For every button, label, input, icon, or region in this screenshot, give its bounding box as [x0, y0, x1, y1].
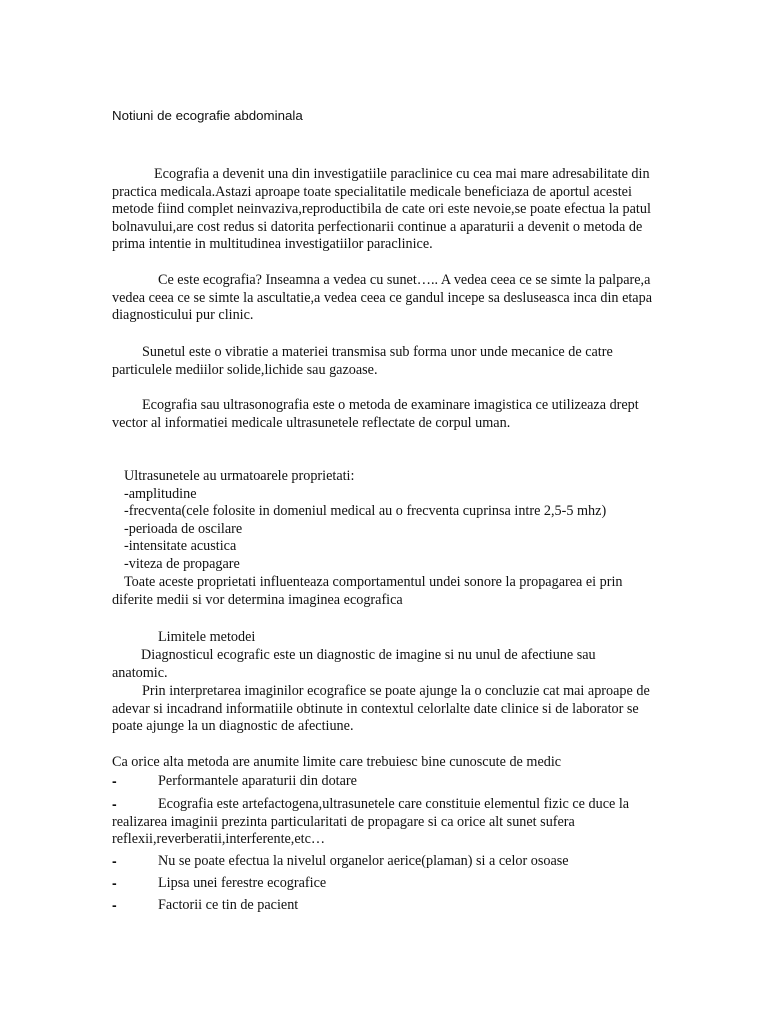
property-item: -intensitate acustica: [124, 538, 237, 555]
properties-list: [124, 468, 654, 574]
ultrasono-paragraph: Ecografia sau ultrasonografia este o metoda de examinare imagistica ce utilizeaza drept vector al informatiei medicale ultrasunetele reflectate de corpul uman.: [112, 397, 639, 431]
limit-item-text: Factorii ce tin de pacient: [158, 897, 299, 913]
limit-list-item: [112, 897, 654, 915]
property-item: -frecventa(cele folosite in domeniul medical au o frecventa cuprinsa intre 2,5-5 mhz): [124, 503, 607, 520]
dash-bullet: -: [112, 773, 117, 789]
limit-item-text: Nu se poate efectua la nivelul organelor aerice(plaman) si a celor osoase: [158, 853, 569, 869]
limit-list-item: [112, 853, 654, 871]
dash-bullet: -: [112, 875, 117, 891]
limits-paragraph-2: Prin interpretarea imaginilor ecografice se poate ajunge la o concluzie cat mai aproape de adevar si incadrand informatiile obtinute in contextul celorlalte date clinice si de laborator se poate ajunge la un diagnostic de afectiune.: [112, 683, 650, 735]
limit-item-text: Ecografia este artefactogena,ultrasunetele care constituie elementul fizic ce duce la realizarea imaginii prezinta particularitati de propagare si ca orice alt sunet sufera reflexii,reverberatii,interferente,etc…: [112, 796, 630, 848]
dash-bullet: -: [112, 796, 117, 812]
dash-bullet: -: [112, 853, 117, 869]
limits-intro: Ca orice alta metoda are anumite limite care trebuiesc bine cunoscute de medic: [112, 754, 562, 770]
limits-heading: Limitele metodei: [158, 629, 256, 645]
document-title: Notiuni de ecografie abdominala: [112, 108, 303, 123]
dash-bullet: -: [112, 897, 117, 913]
properties-heading: Ultrasunetele au urmatoarele proprietati:: [124, 468, 355, 484]
sound-paragraph: Sunetul este o vibratie a materiei transmisa sub forma unor unde mecanice de catre particulele mediilor solide,lichide sau gazoase.: [112, 344, 613, 378]
limit-item-text: Lipsa unei ferestre ecografice: [158, 875, 327, 891]
properties-conclusion: Toate aceste proprietati influenteaza comportamentul undei sonore la propagarea ei prin diferite medii si vor determina imaginea ecografica: [112, 574, 623, 608]
limit-list-item: [112, 796, 654, 849]
question-paragraph: Ce este ecografia? Inseamna a vedea cu sunet….. A vedea ceea ce se simte la palpare,a vedea ceea ce se simte la ascultatie,a vedea ceea ce gandul incepe sa desluseasca inca din etapa diagnosticului pur clinic.: [112, 272, 652, 324]
property-item: -viteza de propagare: [124, 555, 240, 572]
intro-paragraph: Ecografia a devenit una din investigatiile paraclinice cu cea mai mare adresabilitate din practica medicala.Astazi aproape toate specialitatile medicale beneficiaza de aportul acestei metode fiind complet neinvaziva,reproductibila de cate ori este nevoie,se poate efectua la patul bolnavului,are cost redus si datorita perfectionarii continue a aparaturii a devenit o metoda de prima intentie in multitudinea investigatiilor paraclinice.: [112, 166, 651, 253]
property-item: -amplitudine: [124, 485, 197, 502]
limit-list-item: [112, 875, 654, 893]
property-item: -perioada de oscilare: [124, 520, 243, 537]
limits-paragraph-1: Diagnosticul ecografic este un diagnostic de imagine si nu unul de afectiune sau anatomic.: [112, 647, 596, 681]
limit-item-text: Performantele aparaturii din dotare: [158, 773, 357, 789]
limit-list-item: [112, 773, 654, 791]
